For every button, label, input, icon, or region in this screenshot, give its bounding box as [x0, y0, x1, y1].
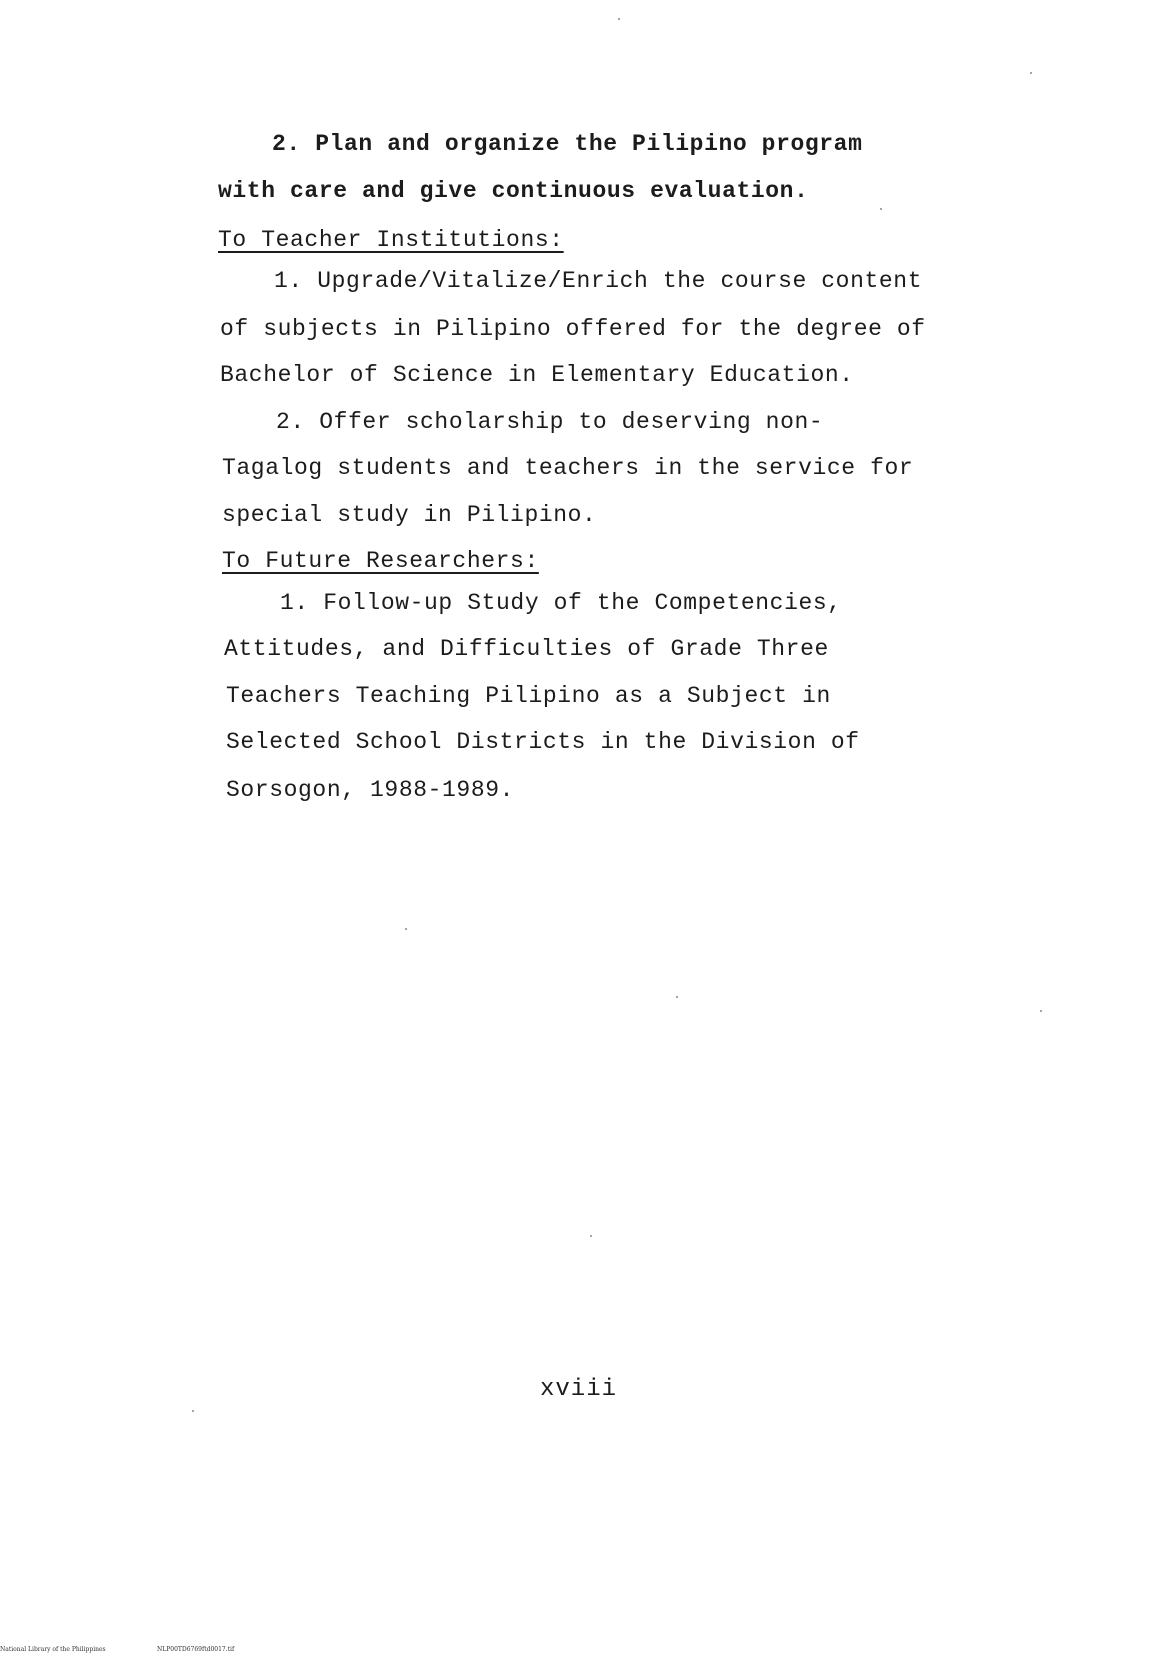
text-line: Teachers Teaching Pilipino as a Subject in [226, 683, 831, 709]
text-line: Bachelor of Science in Elementary Education. [220, 362, 854, 388]
section-heading-teacher-institutions: To Teacher Institutions: [218, 227, 564, 253]
scan-speck [405, 928, 407, 930]
text-line: with care and give continuous evaluation. [218, 178, 809, 204]
text-line: special study in Pilipino. [222, 502, 597, 528]
text-line: Tagalog students and teachers in the service for [222, 455, 914, 481]
text-line: Sorsogon, 1988-1989. [226, 777, 515, 803]
scan-speck [880, 208, 882, 210]
text-line: 2. Offer scholarship to deserving non- [276, 409, 824, 435]
scan-speck [1030, 72, 1032, 74]
text-line: Attitudes, and Difficulties of Grade Three [224, 636, 829, 662]
scan-speck [590, 1235, 592, 1237]
text-line: of subjects in Pilipino offered for the degree of [220, 316, 926, 342]
archive-file-id: NLP00TD6769ftd0017.tif [157, 1646, 235, 1653]
scan-speck [192, 1410, 194, 1412]
section-heading-future-researchers: To Future Researchers: [222, 548, 539, 574]
scan-speck [1040, 1010, 1042, 1012]
text-line: 1. Upgrade/Vitalize/Enrich the course content [274, 268, 923, 294]
scan-footer [0, 1646, 235, 1653]
page-number: xviii [540, 1376, 618, 1403]
scan-speck [618, 18, 620, 20]
text-line: 1. Follow-up Study of the Competencies, [280, 590, 842, 616]
scan-speck [676, 996, 678, 998]
library-credit: National Library of the Philippines [0, 1646, 106, 1653]
text-line: Selected School Districts in the Division of [226, 729, 860, 755]
text-line: 2. Plan and organize the Pilipino program [272, 131, 863, 157]
